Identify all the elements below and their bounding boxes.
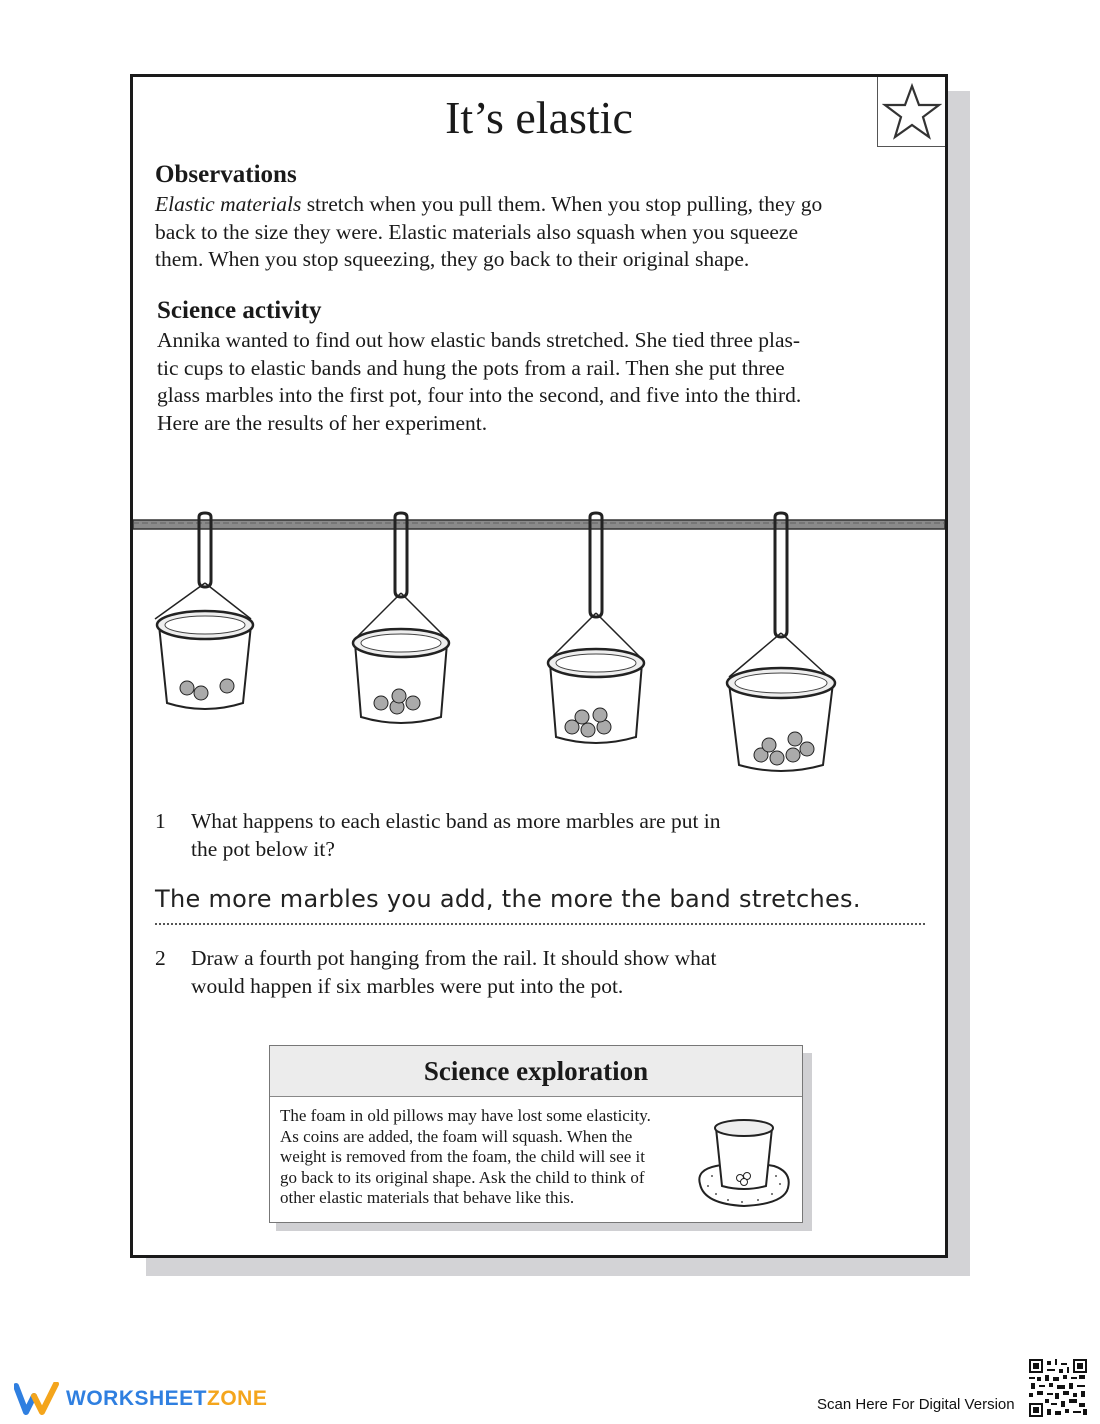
pot-1: [155, 513, 253, 709]
pot-3: [548, 513, 644, 743]
hanging-pots-illustration: [133, 507, 945, 787]
rail: [133, 520, 945, 529]
scan-text: Scan Here For Digital Version: [817, 1396, 1015, 1413]
question-2: 2 Draw a fourth pot hanging from the rail. It should show what would happen if six marbles were put into the pot.: [155, 946, 717, 998]
pot-2: [353, 513, 449, 723]
logo-mark-icon: [14, 1382, 60, 1416]
cup-on-foam-icon: [694, 1114, 794, 1214]
science-exploration-box: [269, 1045, 803, 1223]
pot-4: [727, 513, 835, 771]
exploration-text: The foam in old pillows may have lost some elasticity. As coins are added, the foam will squash. When the weight is removed from the foam, the child will see it go back to its original shape. Ask the child to think of other elastic materials that behave like this.: [280, 1106, 651, 1207]
activity-text: Annika wanted to find out how elastic bands stretched. She tied three plas- tic cups to elastic bands and hung the pots from a rail. Then she put three glass marbles into the first pot, four into the second, and five into the third. Here are the results of her experiment.: [157, 328, 802, 435]
question-1: 1 What happens to each elastic band as more marbles are put in the pot below it?: [155, 809, 721, 861]
activity-heading: Science activity: [157, 297, 322, 324]
observations-text: Elastic materials stretch when you pull them. When you stop pulling, they go back to the size they were. Elastic materials also squash when you squeeze them. When you stop squeezing, they go back to their original shape.: [155, 192, 823, 271]
answer-line-1[interactable]: The more marbles you add, the more the band stretches.: [155, 885, 925, 925]
elastic-materials-term: Elastic materials: [155, 192, 302, 216]
brand-part1: WORKSHEET: [66, 1387, 207, 1410]
brand-part2: ZONE: [207, 1387, 268, 1410]
worksheet: [130, 74, 948, 1258]
page-title: It’s elastic: [445, 92, 633, 143]
qr-code-icon[interactable]: [1029, 1359, 1087, 1417]
exploration-heading: Science exploration: [270, 1046, 802, 1097]
observations-heading: Observations: [155, 161, 297, 188]
worksheetzone-logo[interactable]: [14, 1382, 267, 1416]
